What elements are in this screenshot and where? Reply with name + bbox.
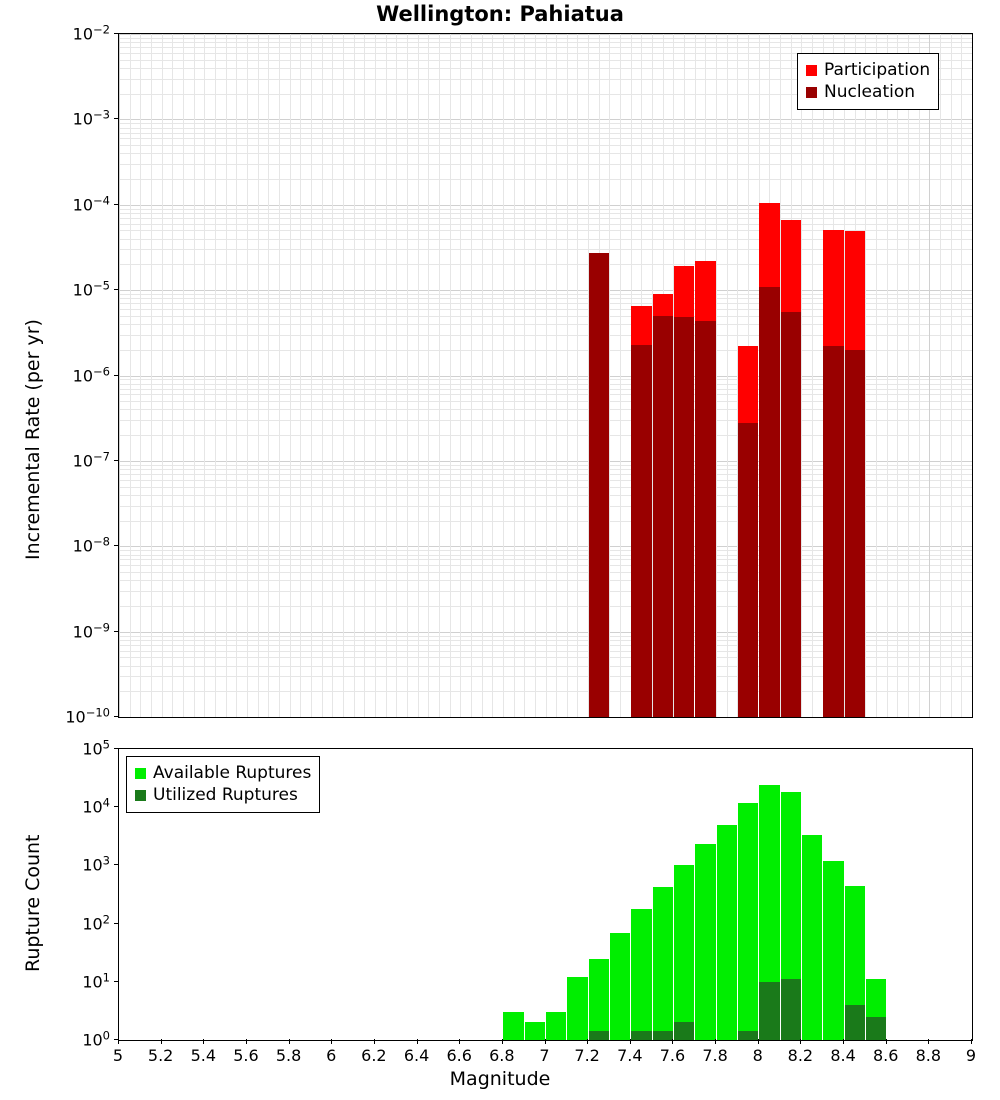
gridline xyxy=(961,34,962,717)
gridline xyxy=(876,34,877,717)
x-tick-mark xyxy=(161,1039,162,1044)
x-tick-mark xyxy=(246,1039,247,1044)
gridline xyxy=(407,34,408,717)
y-tick-mark xyxy=(114,981,119,982)
gridline xyxy=(716,34,717,717)
x-tick-label: 5.2 xyxy=(147,1046,174,1065)
bar xyxy=(738,803,758,1040)
bar xyxy=(738,1031,758,1040)
x-tick-label: 5.4 xyxy=(190,1046,217,1065)
gridline xyxy=(450,34,451,717)
bottom-legend xyxy=(126,756,320,813)
x-tick-mark xyxy=(928,1039,929,1044)
bar xyxy=(653,887,673,1040)
y-tick-label: $10^{-9}$ xyxy=(72,619,110,642)
x-tick-label: 8.6 xyxy=(872,1046,899,1065)
y-tick-label: $10^{-7}$ xyxy=(72,449,110,471)
bar xyxy=(546,1012,566,1040)
x-axis-title: Magnitude xyxy=(449,1068,551,1090)
y-tick-label: $10^{-2}$ xyxy=(72,22,110,44)
y-tick-label: $10^4$ xyxy=(82,795,110,817)
x-tick-mark xyxy=(587,1039,588,1044)
gridline xyxy=(279,34,280,717)
bar xyxy=(781,312,801,717)
bar xyxy=(781,979,801,1040)
bar xyxy=(674,865,694,1040)
bar xyxy=(674,317,694,717)
x-tick-mark xyxy=(672,1039,673,1044)
x-tick-mark xyxy=(459,1039,460,1044)
x-tick-mark xyxy=(374,1039,375,1044)
gridline xyxy=(919,34,920,717)
gridline xyxy=(354,34,355,717)
x-tick-mark xyxy=(545,1039,546,1044)
gridline xyxy=(300,34,301,717)
gridline xyxy=(215,34,216,717)
gridline xyxy=(204,34,205,717)
x-tick-mark xyxy=(971,1039,972,1044)
gridline xyxy=(226,34,227,717)
bar xyxy=(759,982,779,1040)
bar xyxy=(759,287,779,717)
y-tick-mark xyxy=(114,460,119,461)
gridline xyxy=(428,34,429,717)
y-tick-label: $10^{-5}$ xyxy=(72,278,110,300)
gridline xyxy=(535,34,536,717)
gridline xyxy=(492,34,493,717)
y-tick-label: $10^0$ xyxy=(82,1028,110,1050)
top-y-axis-title: Incremental Rate (per yr) xyxy=(22,319,44,560)
gridline xyxy=(386,34,387,717)
y-tick-label: $10^{-4}$ xyxy=(72,193,110,215)
gridline xyxy=(940,34,941,717)
gridline xyxy=(801,34,802,717)
y-tick-mark xyxy=(114,864,119,865)
y-tick-label: $10^1$ xyxy=(82,970,110,992)
gridline xyxy=(972,34,973,717)
utilized-ruptures-swatch xyxy=(135,790,146,801)
x-tick-mark xyxy=(118,1039,119,1044)
gridline xyxy=(524,34,525,717)
gridline xyxy=(130,34,131,717)
x-tick-label: 9 xyxy=(965,1046,977,1065)
gridline xyxy=(556,34,557,717)
x-tick-mark xyxy=(417,1039,418,1044)
y-tick-mark xyxy=(114,806,119,807)
y-tick-mark xyxy=(114,118,119,119)
legend-label: Nucleation xyxy=(824,82,916,102)
gridline xyxy=(311,34,312,717)
y-tick-mark xyxy=(114,545,119,546)
y-tick-mark xyxy=(114,748,119,749)
bar xyxy=(823,861,843,1040)
x-tick-label: 7.6 xyxy=(659,1046,686,1065)
gridline xyxy=(375,34,376,717)
bar xyxy=(695,844,715,1040)
gridline xyxy=(471,34,472,717)
gridline xyxy=(418,34,419,717)
gridline xyxy=(290,34,291,717)
bar xyxy=(653,1031,673,1040)
x-tick-label: 7.2 xyxy=(574,1046,600,1065)
nucleation-swatch xyxy=(806,87,817,98)
gridline xyxy=(865,34,866,717)
page-title: Wellington: Pahiatua xyxy=(376,2,624,26)
gridline xyxy=(609,34,610,717)
bar xyxy=(631,909,651,1040)
x-tick-label: 8.8 xyxy=(915,1046,942,1065)
gridline xyxy=(268,34,269,717)
gridline xyxy=(194,34,195,717)
x-tick-label: 8.4 xyxy=(830,1046,856,1065)
x-tick-label: 5 xyxy=(112,1046,124,1065)
gridline xyxy=(258,34,259,717)
bar xyxy=(738,423,758,717)
x-tick-label: 6.4 xyxy=(403,1046,430,1065)
y-tick-label: $10^{-10}$ xyxy=(65,705,110,727)
x-tick-label: 5.8 xyxy=(275,1046,302,1065)
y-tick-mark xyxy=(114,716,119,717)
x-tick-label: 5.6 xyxy=(233,1046,259,1065)
y-tick-mark xyxy=(114,631,119,632)
gridline xyxy=(343,34,344,717)
participation-swatch xyxy=(806,65,817,76)
gridline xyxy=(439,34,440,717)
legend-item xyxy=(806,81,930,103)
gridline xyxy=(460,34,461,717)
bar xyxy=(674,1022,694,1040)
y-tick-mark xyxy=(114,375,119,376)
legend-item xyxy=(135,762,311,784)
x-tick-label: 7 xyxy=(539,1046,550,1065)
bottom-y-axis-title: Rupture Count xyxy=(22,834,44,972)
y-tick-label: $10^{-6}$ xyxy=(72,363,110,386)
available-ruptures-swatch xyxy=(135,768,146,779)
x-tick-mark xyxy=(203,1039,204,1044)
bar xyxy=(802,835,822,1040)
bar xyxy=(567,977,587,1040)
gridline xyxy=(140,34,141,717)
y-tick-label: $10^2$ xyxy=(82,911,110,934)
gridline xyxy=(172,34,173,717)
bar xyxy=(503,1012,523,1040)
gridline xyxy=(332,34,333,717)
gridline xyxy=(908,34,909,717)
x-tick-label: 8.2 xyxy=(787,1046,814,1065)
gridline xyxy=(236,34,237,717)
x-tick-label: 6.2 xyxy=(361,1046,387,1065)
gridline xyxy=(322,34,323,717)
bar xyxy=(823,346,843,717)
bar xyxy=(653,316,673,717)
y-tick-label: $10^{-8}$ xyxy=(72,534,110,556)
gridline xyxy=(577,34,578,717)
bar xyxy=(610,933,630,1040)
x-tick-mark xyxy=(502,1039,503,1044)
x-tick-mark xyxy=(715,1039,716,1044)
x-tick-label: 6 xyxy=(326,1046,337,1065)
gridline xyxy=(119,34,120,717)
gridline xyxy=(183,34,184,717)
y-tick-mark xyxy=(114,204,119,205)
gridline xyxy=(929,34,930,717)
y-tick-mark xyxy=(114,923,119,924)
gridline xyxy=(567,34,568,717)
x-tick-mark xyxy=(289,1039,290,1044)
gridline xyxy=(514,34,515,717)
x-tick-mark xyxy=(758,1039,759,1044)
legend-label: Utilized Ruptures xyxy=(153,785,298,805)
bar xyxy=(845,350,865,717)
gridline xyxy=(546,34,547,717)
gridline xyxy=(151,34,152,717)
legend-label: Available Ruptures xyxy=(153,763,312,783)
gridline xyxy=(727,34,728,717)
y-tick-label: $10^{-3}$ xyxy=(72,107,110,130)
x-tick-label: 7.8 xyxy=(702,1046,728,1065)
x-tick-mark xyxy=(800,1039,801,1044)
gridline xyxy=(812,34,813,717)
bar xyxy=(845,1005,865,1040)
gridline xyxy=(482,34,483,717)
bar xyxy=(525,1022,545,1040)
gridline xyxy=(503,34,504,717)
bar xyxy=(866,1017,886,1040)
gridline xyxy=(897,34,898,717)
gridline xyxy=(396,34,397,717)
gridline xyxy=(162,34,163,717)
gridline xyxy=(951,34,952,717)
x-tick-label: 6.6 xyxy=(446,1046,472,1065)
x-tick-label: 6.8 xyxy=(489,1046,515,1065)
x-tick-label: 7.4 xyxy=(617,1046,643,1065)
x-tick-label: 8 xyxy=(752,1046,763,1065)
x-tick-mark xyxy=(886,1039,887,1044)
top-legend xyxy=(797,53,939,110)
gridline xyxy=(620,34,621,717)
gridline xyxy=(119,717,972,718)
y-tick-label: $10^3$ xyxy=(82,853,110,876)
gridline xyxy=(247,34,248,717)
gridline xyxy=(364,34,365,717)
bar xyxy=(695,321,715,717)
y-tick-mark xyxy=(114,289,119,290)
bar xyxy=(589,1031,609,1040)
incremental-rate-plot xyxy=(118,33,973,718)
y-tick-label: $10^5$ xyxy=(82,737,110,759)
x-tick-mark xyxy=(630,1039,631,1044)
bar xyxy=(631,345,651,717)
legend-item xyxy=(135,784,311,806)
gridline xyxy=(887,34,888,717)
legend-item xyxy=(806,59,930,81)
x-tick-mark xyxy=(843,1039,844,1044)
bar xyxy=(589,959,609,1040)
y-tick-mark xyxy=(114,33,119,34)
legend-label: Participation xyxy=(824,60,931,80)
bar xyxy=(631,1031,651,1040)
bar xyxy=(717,825,737,1040)
bar xyxy=(589,253,609,717)
x-tick-mark xyxy=(331,1039,332,1044)
